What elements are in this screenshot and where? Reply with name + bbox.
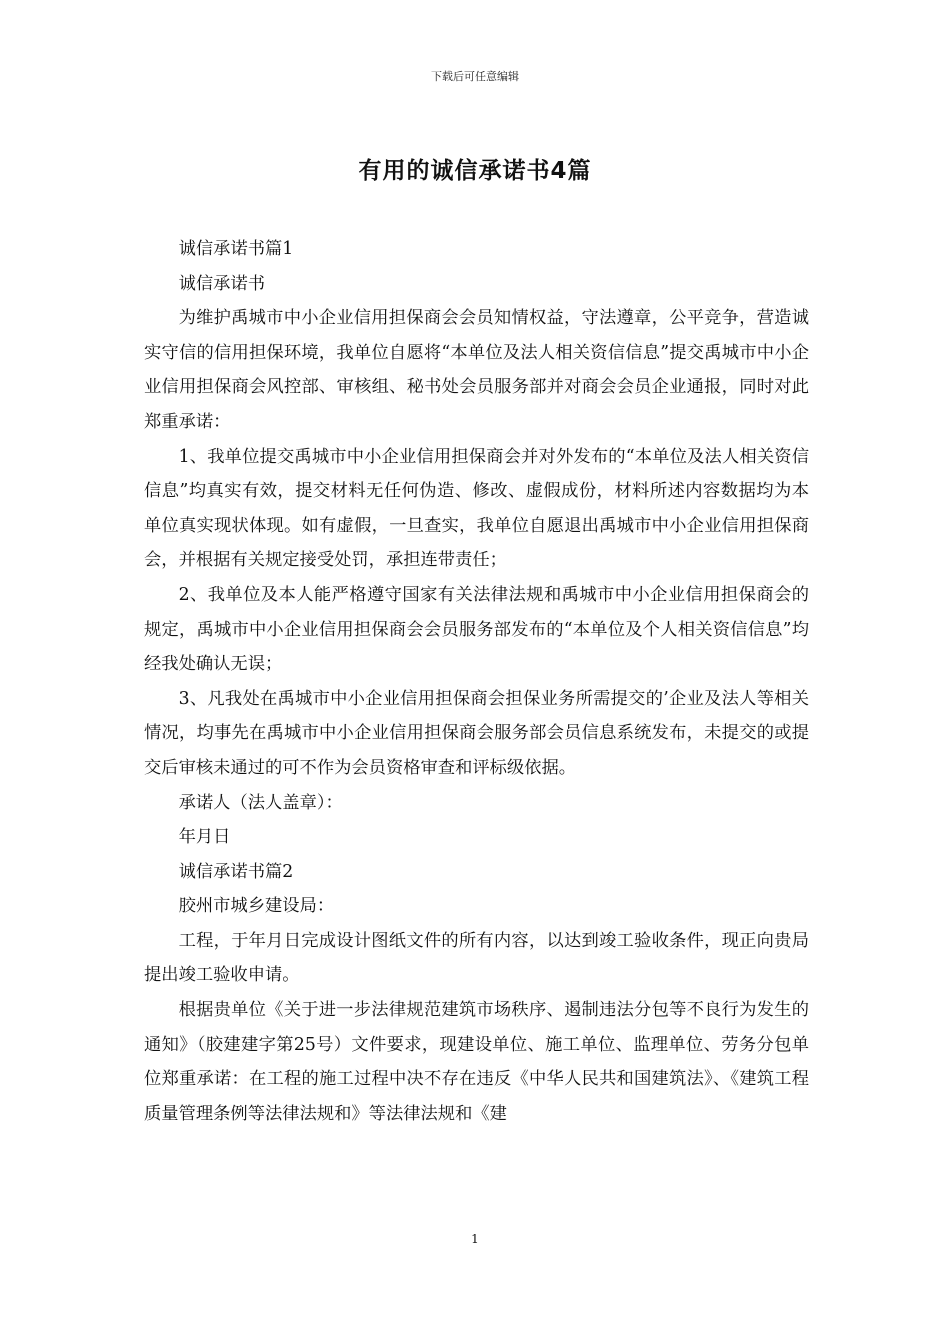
paragraph: 2、我单位及本人能严格遵守国家有关法律法规和禹城市中小企业信用担保商会的规定，禹城市中小企业信用担保商会会员服务部发布的“本单位及个人相关资信信息”均经我处确认无误； bbox=[144, 584, 809, 675]
paragraph: 诚信承诺书篇2 bbox=[178, 861, 294, 882]
paragraph: 年月日 bbox=[178, 827, 231, 848]
paragraph: 为维护禹城市中小企业信用担保商会会员知情权益，守法遵章，公平竞争，营造诚实守信的信用担保环境，我单位自愿将“本单位及法人相关资信信息”提交禹城市中小企业信用担保商会风控部、审核组、秘书处会员服务部并对商会会员企业通报，同时对此郑重承诺： bbox=[144, 308, 809, 432]
paragraph: 3、凡我处在禹城市中小企业信用担保商会担保业务所需提交的’企业及法人等相关情况，均事先在禹城市中小企业信用担保商会服务部会员信息系统发布，未提交的或提交后审核未通过的可不作为会员资格审查和评标级依据。 bbox=[144, 688, 809, 778]
paragraph: 工程，于年月日完成设计图纸文件的所有内容，以达到竣工验收条件，现正向贵局提出竣工验收申请。 bbox=[144, 930, 809, 986]
document-body bbox=[144, 232, 809, 1131]
paragraph: 诚信承诺书 bbox=[178, 273, 266, 294]
paragraph: 诚信承诺书篇1 bbox=[178, 239, 294, 259]
document-title: 有用的诚信承诺书4篇 bbox=[358, 158, 592, 184]
paragraph: 根据贵单位《关于进一步法律规范建筑市场秩序、遏制违法分包等不良行为发生的通知》（胶建建字第25号）文件要求，现建设单位、施工单位、监理单位、劳务分包单位郑重承诺：在工程的施工过程中决不存在违反《中华人民共和国建筑法》、《建筑工程质量管理条例等法律法规和》等法律法规和《建 bbox=[144, 1000, 809, 1124]
header-note: 下载后可任意编辑 bbox=[431, 70, 519, 83]
paragraph: 1、我单位提交禹城市中小企业信用担保商会并对外发布的“本单位及法人相关资信信息”均真实有效，提交材料无任何伪造、修改、虚假成份，材料所述内容数据均为本单位真实现状体现。如有虚假，一旦查实，我单位自愿退出禹城市中小企业信用担保商会，并根据有关规定接受处罚，承担连带责任； bbox=[144, 446, 809, 571]
page-number: 1 bbox=[471, 1232, 479, 1246]
paragraph: 胶州市城乡建设局： bbox=[178, 896, 335, 917]
paragraph: 承诺人（法人盖章）： bbox=[178, 792, 343, 813]
